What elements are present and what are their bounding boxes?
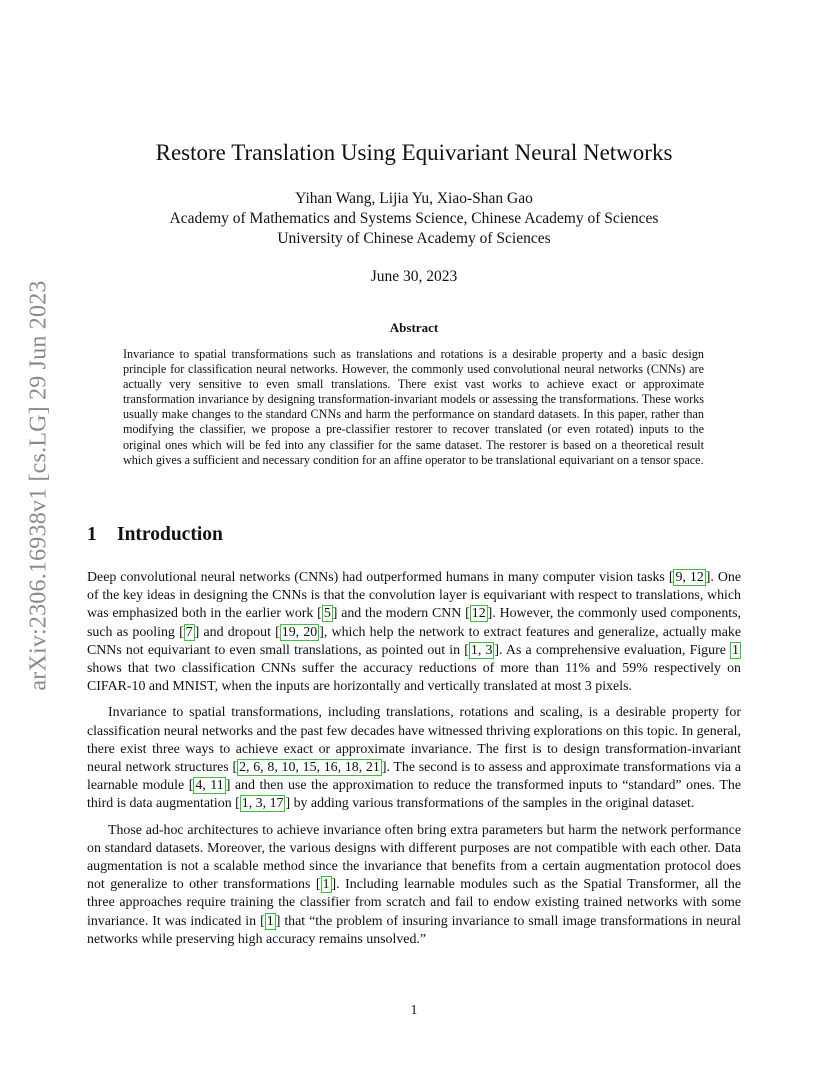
text-run: . However, the commonly used components, such as pooling (87, 606, 741, 640)
author-block (0, 189, 828, 249)
paragraph-1: Deep convolutional neural networks (CNNs) had outperformed humans in many computer vision tasks [ 9, 12 ]. One of the key ideas in designing the CNNs is that the convolution layer is equivariant with respect to translations, which was emphasized both in the earlier work [ 5 ] and the modern CNN [ 12 ]. However, the commonly used components, such as pooling [ 7 ] and dropout [ 19, 20 ], which help the network to extract features and generalize, actually make CNNs not equivariant to even small translations, as pointed out in [ 1, 3 ]. As a comprehensive evaluation, Figure 1 shows that two classification CNNs suffer the accuracy reductions of more than 11% and 59% respectively on CIFAR-10 and MNIST, when the inputs are horizontally and vertically translated at most 3 pixels. (87, 570, 742, 695)
paragraph-2: Invariance to spatial transformations, including translations, rotations and scaling, is a desirable property for classification neural networks and the past few decades have witnessed thriving explorations on this topic. In general, there exist three ways to achieve exact or approximate invariance. The first is to design transformation-invariant neural network structures [ 2, 6, 8, 10, 15, 16, 18, 21 ]. The second is to assess and approximate transformations via a learnable module [ 4, 11 ] and then use the approximation to reduce the transformed inputs to “standard” ones. The third is data augmentation [ 1, 3, 17 ] by adding various transformations of the samples in the original dataset. (87, 705, 741, 812)
text-run: shows that two classification CNNs suffer the accuracy reductions of more than 11% and 59% respectively on CIFAR-10 and MNIST, when the inputs are horizontally and vertically translated at most 3 pixels. (87, 661, 741, 695)
citation-link[interactable]: 1 (322, 877, 330, 893)
section-heading (87, 523, 223, 547)
section-body (87, 569, 741, 957)
text-run: Invariance to spatial transformations, including translations, rotations and scaling, is a desirable property for classification neural networks and the past few decades have witnessed thriving explorations on this topic. In general, there exist three ways to achieve exact or approximate invariance. The first is to design transformation-invariant neural network structures (87, 705, 741, 776)
text-run: , which help the network to extract features and generalize, actually make CNNs not equivariant to even small translations, as pointed out in (87, 624, 741, 658)
arxiv-side-stamp (22, 279, 56, 691)
abstract-text: Invariance to spatial transformations such as translations and rotations is a desirable property and a basic design principle for classification neural networks. However, the commonly used convolutional neural networks (CNNs) are actually very sensitive to even small translations. There exist vast works to achieve exact or approximate transformation invariance by designing transformation-invariant models or assessing the transformations. These works usually make changes to the standard CNNs and harm the performance on standard datasets. In this paper, rather than modifying the classifier, we propose a pre-classifier restorer to recover translated (or even rotated) inputs to the original ones which will be fed into any classifier for the same dataset. The restorer is based on a theoretical result which gives a sufficient and necessary condition for an affine operator to be translational equivariant on a tensor space. (123, 347, 704, 467)
text-run: and then use the approximation to reduce the transformed inputs to “standard” ones. The third is data augmentation (87, 778, 741, 812)
abstract-heading: Abstract (389, 320, 439, 335)
text-run: that “the problem of insuring invariance to small image transformations in neural networks while preserving high accuracy remains unsolved.” (87, 913, 741, 947)
text-run: Those ad-hoc architectures to achieve invariance often bring extra parameters but harm the network performance on standard datasets. Moreover, the various designs with different purposes are not compatible with each other. Data augmentation is not a scalable method since the invariance that benefits from a certain augmentation protocol does not generalize to other transformations (87, 822, 741, 893)
text-run: . As a comprehensive evaluation, Figure (499, 642, 731, 658)
affiliation-1: Academy of Mathematics and Systems Science, Chinese Academy of Sciences (169, 210, 659, 227)
publication-date: June 30, 2023 (370, 268, 458, 285)
citation-link[interactable]: 1 (266, 913, 274, 929)
citation-link[interactable]: 4, 11 (195, 778, 224, 794)
text-run: . The second is to assess and approximate transformations via a learnable module (87, 760, 741, 794)
citation-link[interactable]: 9, 12 (675, 570, 704, 585)
paragraph-3: Those ad-hoc architectures to achieve invariance often bring extra parameters but harm the network performance on standard datasets. Moreover, the various designs with different purposes are not compatible with each other. Data augmentation is not a scalable method since the invariance that benefits from a certain augmentation protocol does not generalize to other transformations [ 1 ]. Including learnable modules such as the Spatial Transformer, all the three approaches require training the classifier from scratch and fail to endow existing trained networks with some invariance. It was indicated in [ 1 ] that “the problem of insuring invariance to small image transformations in neural networks while preserving high accuracy remains unsolved.” (87, 822, 742, 947)
section-title: Introduction (117, 524, 223, 545)
text-run: . One of the key ideas in designing the CNNs is that the convolution layer is equivariant with respect to translations, which was emphasized both in the earlier work (87, 570, 742, 622)
citation-link[interactable]: 2, 6, 8, 10, 15, 16, 18, 21 (239, 760, 380, 776)
citation-link[interactable]: 1, 3, 17 (241, 796, 284, 812)
text-run: and dropout (199, 624, 276, 640)
arxiv-identifier: arXiv:2306.16938v1 [cs.LG] 29 Jun 2023 (25, 279, 52, 691)
citation-link[interactable]: 7 (185, 624, 193, 640)
citation-link[interactable]: 1, 3 (470, 642, 493, 658)
text-run: Deep convolutional neural networks (CNNs) had outperformed humans in many computer vision tasks (87, 570, 669, 585)
text-run: by adding various transformations of the samples in the original dataset. (290, 796, 695, 812)
author-names: Yihan Wang, Lijia Yu, Xiao-Shan Gao (295, 190, 533, 207)
section-number: 1 (87, 524, 97, 545)
figure-reference-link[interactable]: 1 (732, 642, 739, 658)
citation-link[interactable]: 19, 20 (281, 624, 318, 640)
citation-link[interactable]: 5 (323, 606, 331, 622)
paper-title: Restore Translation Using Equivariant Neural Networks (155, 140, 673, 165)
citation-link[interactable]: 12 (471, 606, 486, 622)
affiliation-2: University of Chinese Academy of Sciences (277, 230, 551, 247)
text-run: . Including learnable modules such as the Spatial Transformer, all the three approaches require training the classifier from scratch and fail to endow existing trained networks with some invariance. It was indicated in (87, 877, 742, 929)
text-run: and the modern CNN (337, 606, 466, 622)
page-number: 1 (410, 1002, 418, 1017)
